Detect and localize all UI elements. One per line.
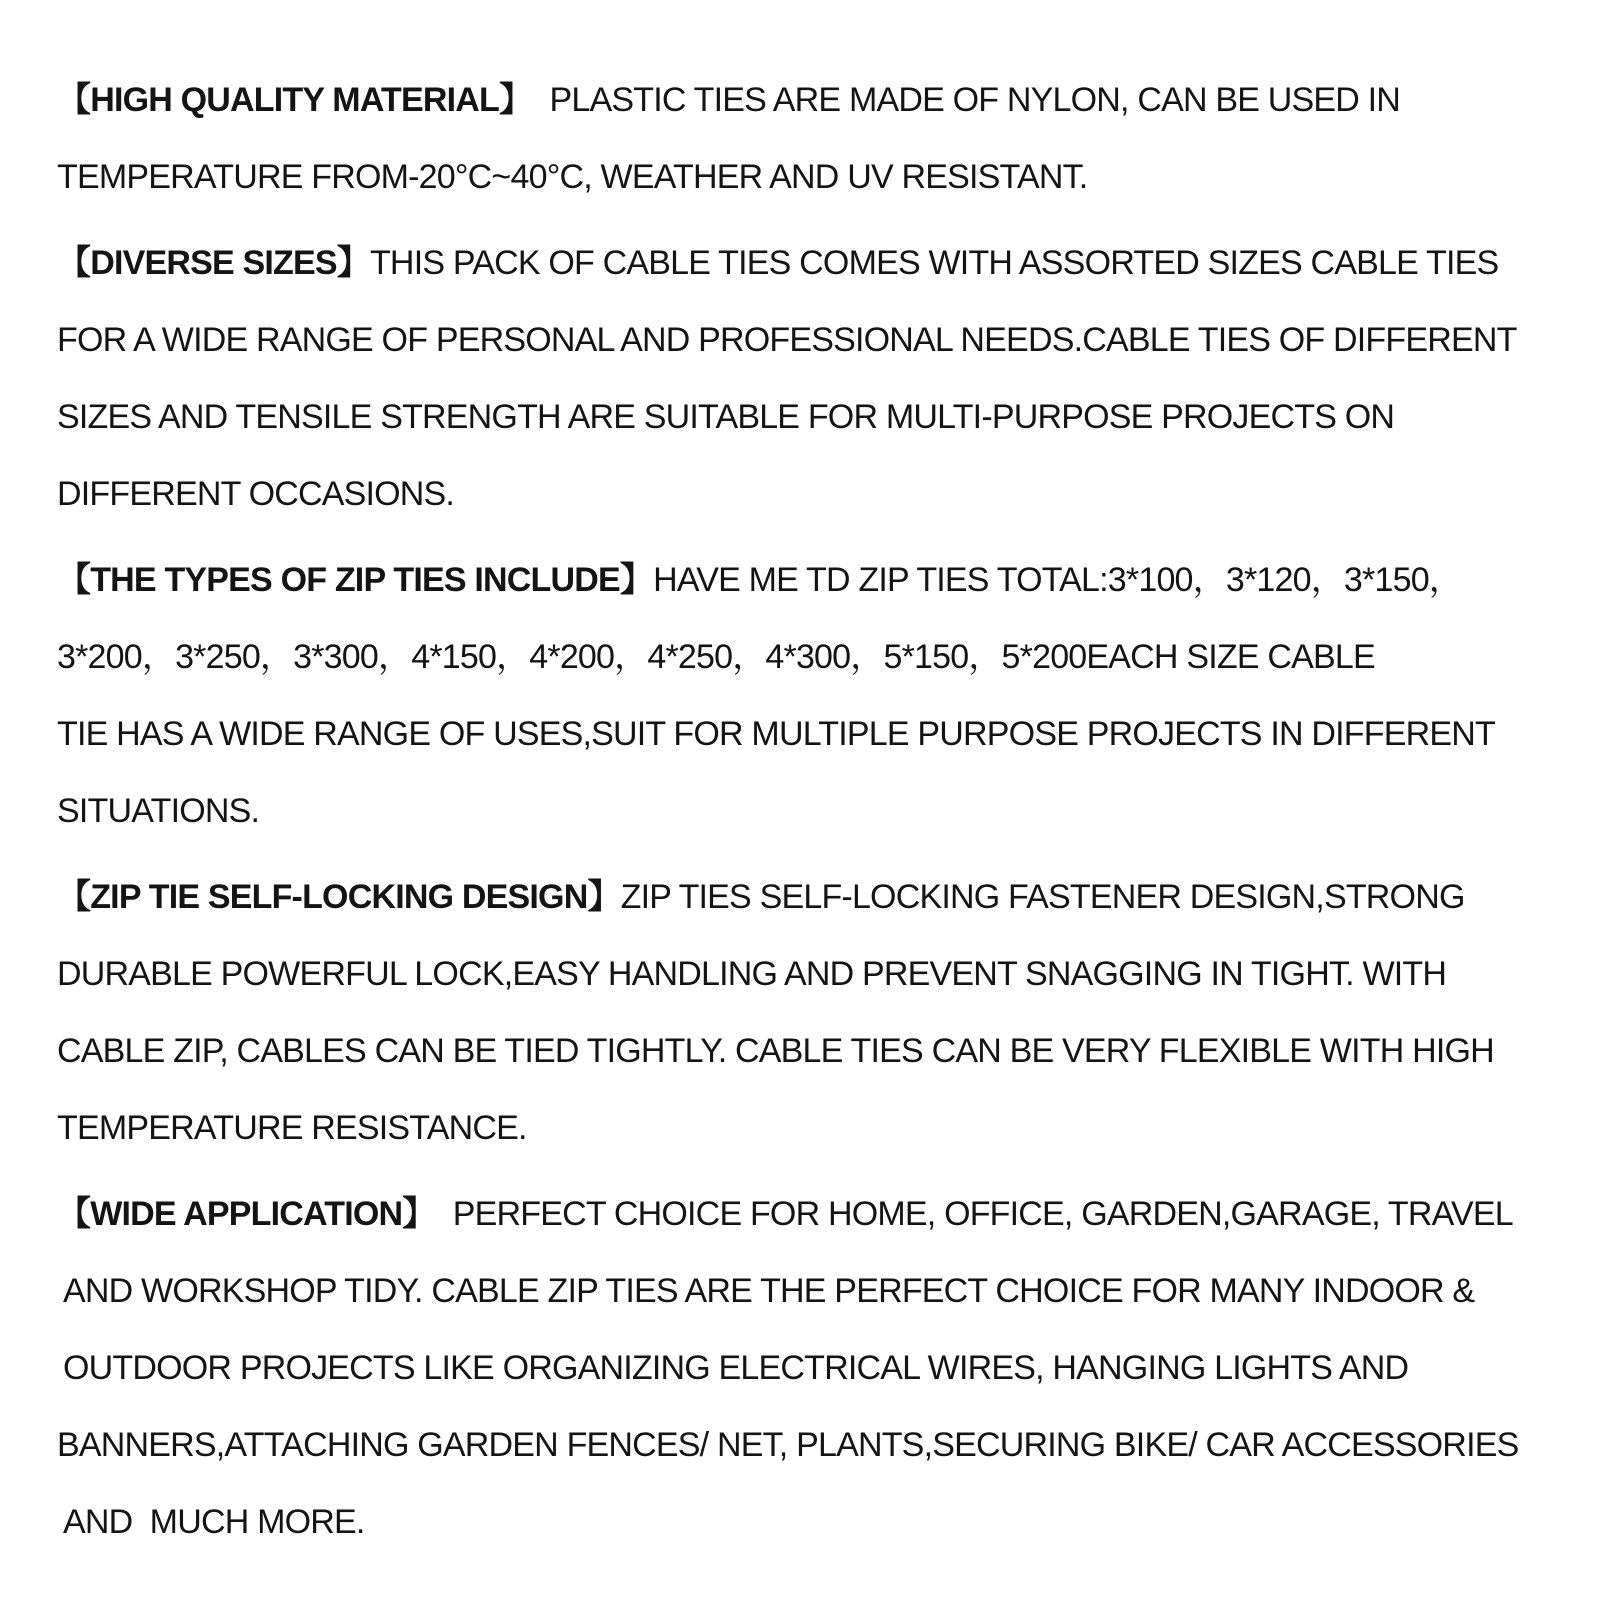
- section-text: PERFECT CHOICE FOR HOME, OFFICE, GARDEN,GARAGE, TRAVEL: [435, 1195, 1513, 1233]
- text-line: DIFFERENT OCCASIONS.: [57, 475, 455, 513]
- section-heading: 【ZIP TIE SELF-LOCKING DESIGN】: [57, 878, 621, 916]
- text-line: [57, 1176, 1557, 1253]
- section-text: ZIP TIES SELF-LOCKING FASTENER DESIGN,STRONG: [620, 878, 1465, 916]
- section-types-of-zip-ties: [57, 542, 1557, 850]
- section-self-locking-design: [57, 859, 1557, 1167]
- text-line: AND WORKSHOP TIDY. CABLE ZIP TIES ARE THE PERFECT CHOICE FOR MANY INDOOR &: [63, 1272, 1475, 1310]
- section-diverse-sizes: [57, 225, 1557, 533]
- section-text: PLASTIC TIES ARE MADE OF NYLON, CAN BE USED IN: [532, 81, 1401, 119]
- section-high-quality-material: [57, 62, 1557, 216]
- section-heading: 【HIGH QUALITY MATERIAL】: [57, 81, 533, 119]
- section-wide-application: [57, 1176, 1557, 1561]
- text-line: FOR A WIDE RANGE OF PERSONAL AND PROFESSIONAL NEEDS.CABLE TIES OF DIFFERENT: [57, 321, 1517, 359]
- text-line: CABLE ZIP, CABLES CAN BE TIED TIGHTLY. CABLE TIES CAN BE VERY FLEXIBLE WITH HIGH: [57, 1032, 1494, 1070]
- text-line: BANNERS,ATTACHING GARDEN FENCES/ NET, PLANTS,SECURING BIKE/ CAR ACCESSORIES: [57, 1426, 1519, 1464]
- text-line: [57, 225, 1557, 302]
- text-line: SITUATIONS.: [57, 792, 260, 830]
- text-line: AND MUCH MORE.: [63, 1503, 365, 1541]
- section-heading: 【THE TYPES OF ZIP TIES INCLUDE】: [57, 561, 654, 599]
- text-line: TEMPERATURE FROM-20°C~40°C, WEATHER AND UV RESISTANT.: [57, 158, 1088, 196]
- text-line: TIE HAS A WIDE RANGE OF USES,SUIT FOR MULTIPLE PURPOSE PROJECTS IN DIFFERENT: [57, 715, 1495, 753]
- text-line: SIZES AND TENSILE STRENGTH ARE SUITABLE FOR MULTI-PURPOSE PROJECTS ON: [57, 398, 1395, 436]
- text-line: 3*200，3*250，3*300，4*150，4*200，4*250，4*300，5*150，5*200EACH SIZE CABLE: [57, 638, 1375, 676]
- section-heading: 【DIVERSE SIZES】: [57, 244, 370, 282]
- product-description: [57, 62, 1557, 1570]
- text-line: [57, 542, 1557, 619]
- text-line: DURABLE POWERFUL LOCK,EASY HANDLING AND PREVENT SNAGGING IN TIGHT. WITH: [57, 955, 1447, 993]
- text-line: [57, 62, 1557, 139]
- text-line: OUTDOOR PROJECTS LIKE ORGANIZING ELECTRICAL WIRES, HANGING LIGHTS AND: [63, 1349, 1409, 1387]
- section-heading: 【WIDE APPLICATION】: [57, 1195, 436, 1233]
- text-line: TEMPERATURE RESISTANCE.: [57, 1109, 527, 1147]
- text-line: [57, 859, 1557, 936]
- section-text: THIS PACK OF CABLE TIES COMES WITH ASSORTED SIZES CABLE TIES: [369, 244, 1499, 282]
- section-text: HAVE ME TD ZIP TIES TOTAL:3*100，3*120，3*150，: [653, 561, 1463, 599]
